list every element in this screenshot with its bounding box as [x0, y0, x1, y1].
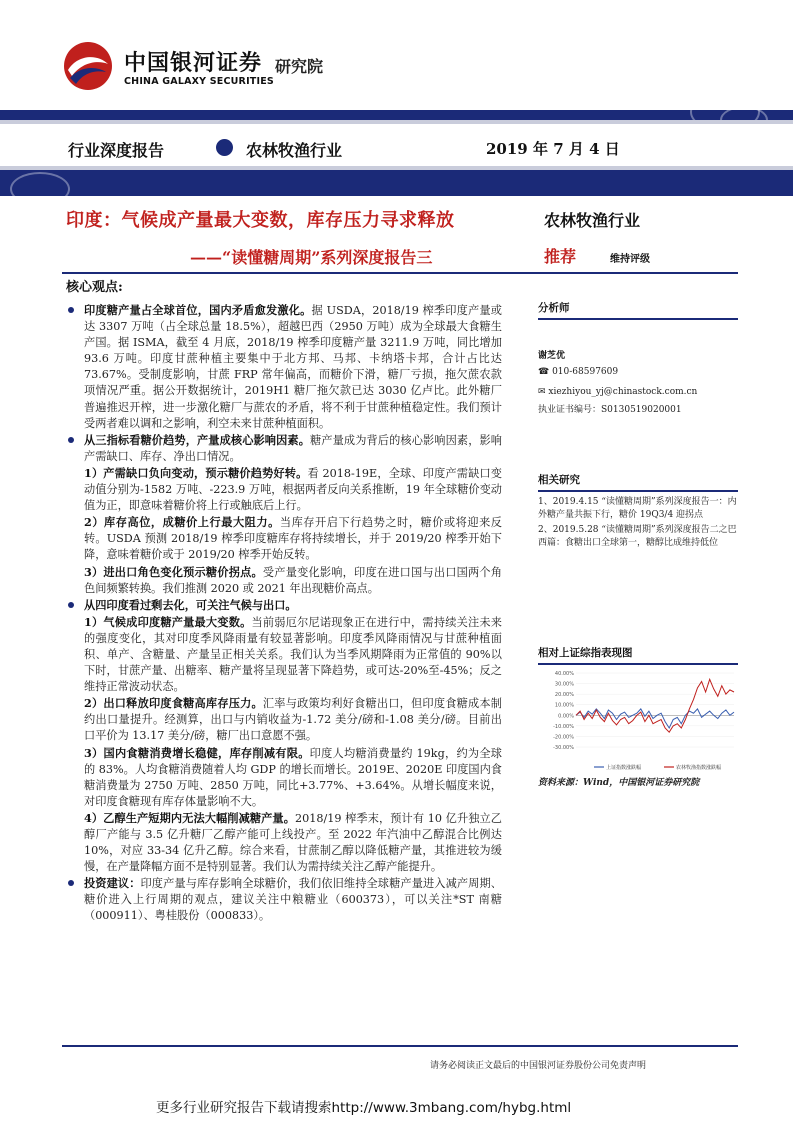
para-lead: 投资建议：	[84, 876, 141, 891]
para-text: 印度产量与库存影响全球糖价，我们依旧维持全球糖产量进入减产周期、糖价进入上行周期的观点，建议关注中粮糖业（600373），可以关注*ST 南糖（000911）、粤桂股份（000833）。	[84, 877, 502, 923]
related-item[interactable]: 1、2019.4.15 “读懂糖周期”系列深度报告一：内外糖产量共振下行，糖价 19Q3/4 迎拐点	[538, 497, 737, 520]
logo	[62, 38, 362, 98]
sub-point	[62, 695, 502, 744]
email-icon: ✉	[538, 387, 549, 397]
sub-point	[62, 465, 502, 514]
relative-performance-chart	[538, 645, 738, 775]
core-views-heading: 核心观点:	[66, 280, 123, 295]
main-content	[62, 302, 502, 925]
sub-text: 受产量变化影响，印度在进口国与出口国两个角色间频繁转换。我们推测 2020 或 2021 年出现糖价高点。	[84, 565, 502, 595]
sub-lead: 2）库存高位，成糖价上行最大阻力。	[84, 515, 280, 530]
y-tick-label: -20.00%	[553, 734, 574, 741]
sub-lead: 4）乙醇生产短期内无法大幅削减糖产量。	[84, 810, 295, 825]
y-tick-label: 0.00%	[558, 713, 574, 720]
galaxy-logo-icon	[62, 40, 114, 92]
bullet-icon	[68, 307, 74, 313]
sub-text: 汇率与政策均利好食糖出口，但印度食糖成本制约出口量提升。经测算，出口与内销收益为-1.72 美分/磅和-1.08 美分/磅。目前出口平价为 13.17 美分/磅，糖厂出口意愿不强。	[84, 697, 502, 743]
company-name-en: CHINA GALAXY SECURITIES	[124, 76, 274, 87]
sub-point	[62, 614, 502, 695]
sub-lead: 3）进出口角色变化预示糖价拐点。	[84, 564, 263, 579]
sub-lead: 1）产需缺口负向变动，预示糖价趋势好转。	[84, 465, 308, 480]
phone-icon: ☎	[538, 367, 553, 377]
bullet-icon	[68, 880, 74, 886]
paragraph-investment	[62, 875, 502, 924]
para-text: 糖产量成为背后的核心影响因素，影响产需缺口、库存、净出口情况。	[84, 433, 502, 463]
side-industry-label: 农林牧渔行业	[544, 211, 641, 230]
paragraph-indicators	[62, 432, 502, 465]
sub-point	[62, 564, 502, 597]
related-heading: 相关研究	[538, 472, 738, 492]
disclaimer: 请务必阅读正文最后的中国银河证券股份公司免责声明	[430, 1061, 647, 1071]
y-tick-label: 10.00%	[554, 702, 574, 709]
analyst-name: 谢芝优	[538, 351, 566, 361]
sub-text: 印度人均糖消费量约 19kg，约为全球的 83%。人均食糖消费随着人均 GDP 的增长而增长。2019E、2020E 印度国内食糖消费量为 2750 万吨、2850 万吨，同比+3.77%、+3.64%。从增长幅度来说，对印度食糖现有库存体量影响不大。	[84, 746, 502, 808]
sub-text: 看 2018-19E，全球、印度产需缺口变动值分别为-1582 万吨、-223.9 万吨，根据两者反向关系推断，19 年全球糖价变动值为正，即意味着糖价将上行或触底后上行。	[84, 466, 502, 513]
series-line-1	[576, 709, 734, 728]
company-name-cn: 中国银河证券	[124, 51, 263, 76]
legend-label: 农林牧渔指数涨跌幅	[676, 765, 722, 771]
y-tick-label: -10.00%	[553, 723, 574, 730]
report-title: 印度：气候成产量最大变数，库存压力寻求释放	[66, 210, 455, 231]
report-subtitle: ——“读懂糖周期”系列深度报告三	[190, 248, 433, 267]
report-type: 行业深度报告	[68, 141, 165, 160]
sub-text: 2018/19 榨季末，预计有 10 亿升独立乙醇厂产能与 3.5 亿升糖厂乙醇产能可上线投产。至 2022 年汽油中乙醇混合比例达 10%，对应 33-34 亿升乙醇。综合来看，甘蔗制乙醇以降低糖产量，其推进较为缓慢，在产量降幅方面不是特别显著。我们认为需持续关注乙醇产能提升。	[84, 811, 502, 874]
sub-lead: 3）国内食糖消费增长稳健，库存削减有限。	[84, 745, 310, 760]
separator-dot-icon	[216, 139, 233, 156]
bullet-icon	[68, 602, 74, 608]
y-tick-label: 20.00%	[554, 692, 574, 699]
sub-lead: 2）出口释放印度食糖高库存压力。	[84, 696, 263, 711]
sub-lead: 1）气候成印度糖产量最大变数。	[84, 614, 252, 629]
analyst-heading: 分析师	[538, 300, 738, 320]
bullet-icon	[68, 437, 74, 443]
footer-divider	[62, 1045, 738, 1047]
legend-label: 上证指数涨跌幅	[606, 765, 642, 771]
sub-text: 当库存开启下行趋势之时，糖价或将迎来反转。USDA 预测 2018/19 榨季印度糖库存将持续增长，并于 2019/20 榨季开始下降，意味着糖价或于 2019/20 榨季开始反转。	[84, 516, 502, 562]
chart-source: 资料来源：Wind，中国银河证券研究院	[538, 778, 700, 788]
rating-note: 维持评级	[610, 254, 650, 265]
analyst-cert: 执业证书编号：S0130519020001	[538, 405, 682, 415]
analyst-email[interactable]: xiezhiyou_yj@chinastock.com.cn	[548, 387, 698, 397]
y-tick-label: 40.00%	[554, 671, 574, 677]
analyst-email-row	[538, 384, 738, 400]
y-tick-label: -30.00%	[553, 745, 574, 751]
para-text: 据 USDA，2018/19 榨季印度产量或达 3307 万吨（占全球总量 18.5%），超越巴西（2950 万吨）成为全球最大食糖生产国。据 ISMA，截至 4 月底，2018/19 榨季印度糖产量 3211.9 万吨，同比增加 93.6 万吨。印度甘蔗种植主要集中于北方邦、马邦、卡纳塔卡邦，合计占比达 73.67%。受制度影响，甘蔗 FRP 常年偏高，而糖价下滑，糖厂亏损，拖欠蔗农款项情况严重。据公开数据统计，2019H1 糖厂拖欠款已达 3030 亿卢比。此外糖厂普遍推迟开榨，进一步激化糖厂与蔗农的矛盾，将不利于甘蔗种植稳定性。我们预计受两者难以调和之影响，利空未来甘蔗种植面积。	[84, 304, 502, 430]
title-divider	[62, 272, 738, 274]
rating: 推荐	[544, 247, 577, 266]
para-lead: 从三指标看糖价趋势，产量成核心影响因素。	[84, 432, 310, 447]
institute-label: 研究院	[275, 57, 324, 76]
industry-label: 农林牧渔行业	[246, 141, 343, 160]
related-item[interactable]: 2、2019.5.28 “读懂糖周期”系列深度报告二之巴西篇：食糖出口全球第一，糖醇比成维持低位	[538, 525, 737, 548]
download-watermark: 更多行业研究报告下载请搜索http://www.3mbang.com/hybg.html	[156, 1100, 572, 1116]
sub-point	[62, 810, 502, 875]
para-lead: 印度糖产量占全球首位，国内矛盾愈发激化。	[84, 303, 312, 317]
sub-point	[62, 745, 502, 810]
sub-point	[62, 514, 502, 563]
sidebar	[538, 300, 738, 550]
y-tick-label: 30.00%	[554, 681, 574, 688]
paragraph-surplus	[62, 597, 502, 614]
sub-text: 当前弱厄尔尼诺现象正在进行中，需持续关注未来的强度变化，其对印度季风降雨量有较显著影响。印度季风降雨情况与甘蔗种植面积、单产、含糖量、产量呈正相关关系。我们认为当季风期降雨为正常值的 90%以下时，甘蔗产量、出糖率、糖产量将呈现显著下降趋势，或可达-20%至-45%；反之维持正常波动状态。	[84, 615, 502, 694]
para-lead: 从四印度看过剩去化，可关注气候与出口。	[84, 597, 297, 612]
analyst-phone-row	[538, 364, 738, 380]
report-date: 2019 年 7 月 4 日	[486, 140, 620, 158]
chart-plot	[538, 665, 738, 775]
chart-title: 相对上证综指表现图	[538, 645, 738, 665]
paragraph-production	[62, 302, 502, 432]
analyst-phone: 010-68597609	[552, 367, 619, 377]
series-line-2	[576, 679, 734, 732]
